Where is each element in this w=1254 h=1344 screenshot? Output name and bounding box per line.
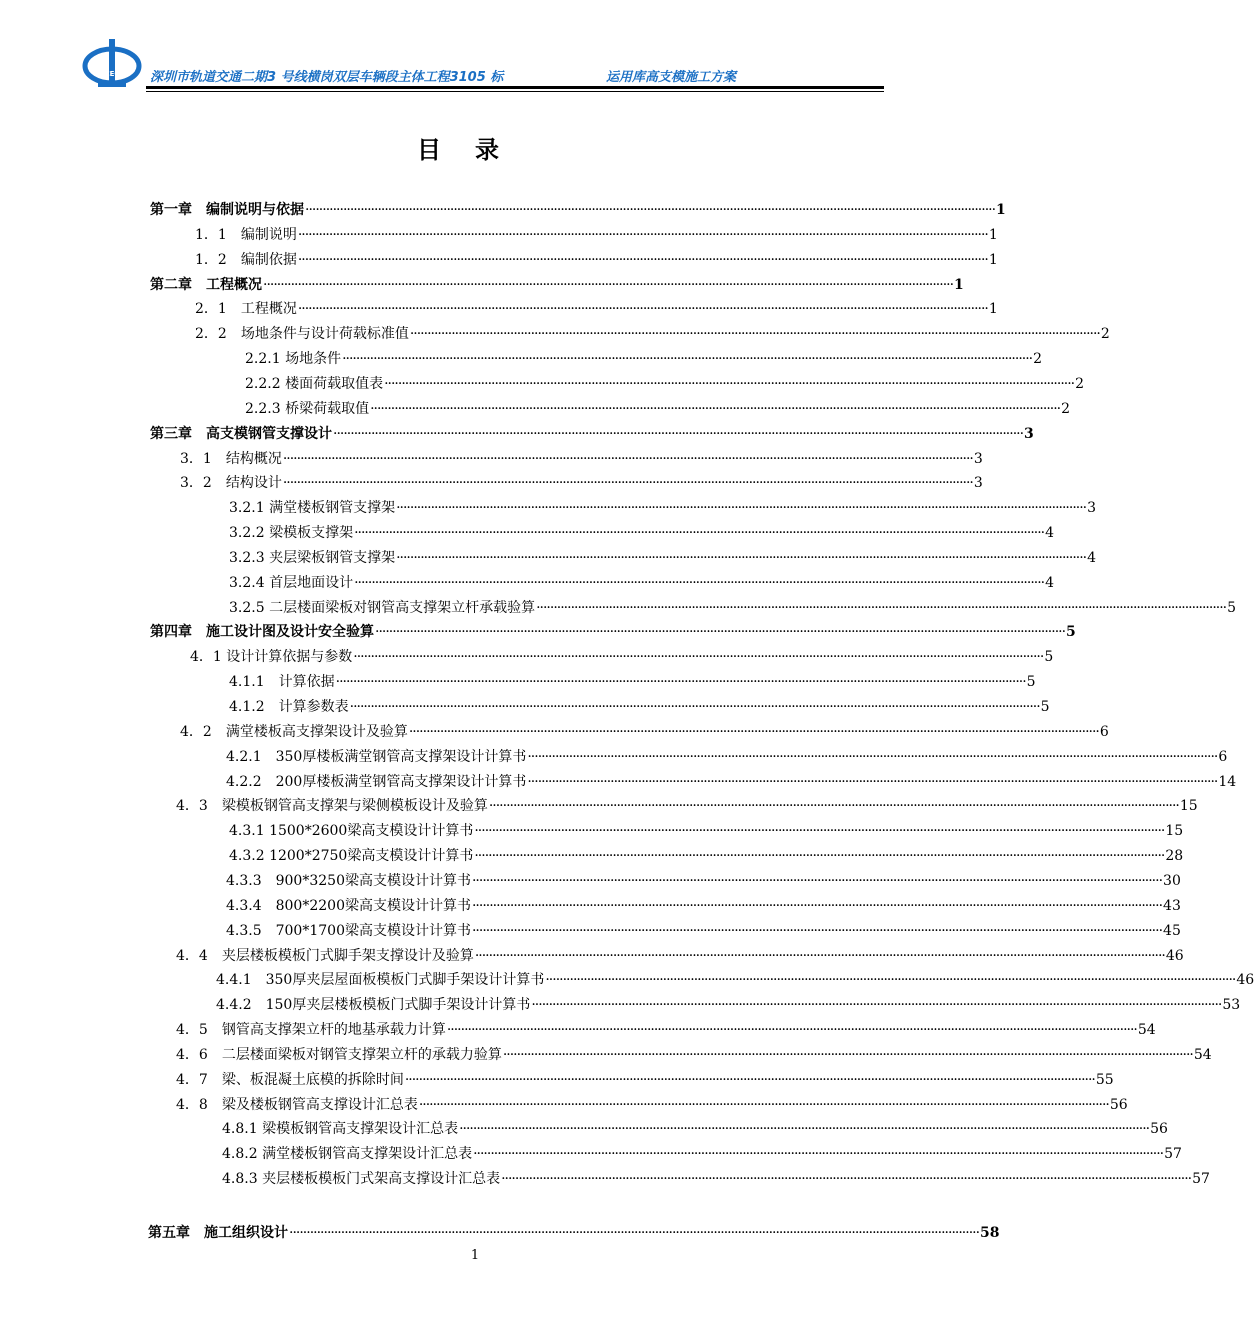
toc-entry-label: 4.1.2 计算参数表: [229, 699, 349, 715]
toc-entry-page: 28: [1165, 848, 1184, 865]
toc-leader-dots: ········································································································································································································: [349, 699, 1040, 715]
toc-leader-dots: ········································································································································································································: [474, 823, 1165, 840]
toc-leader-dots: ········································································································································································································: [297, 226, 988, 243]
toc-leader-dots: ········································································································································································································: [418, 1096, 1109, 1113]
toc-leader-dots: ········································································································································································································: [297, 251, 988, 268]
toc-entry-page: 3: [1087, 500, 1097, 517]
toc-entry[interactable]: [229, 569, 1055, 593]
toc-leader-dots: ········································································································································································································: [282, 475, 973, 492]
toc-leader-dots: ········································································································································································································: [282, 450, 973, 467]
toc-entry[interactable]: [229, 668, 1036, 692]
toc-entry-page: 5: [1227, 599, 1237, 616]
toc-leader-dots: ········································································································································································································: [545, 972, 1236, 989]
toc-entry-page: 56: [1150, 1121, 1168, 1138]
toc-entry-page: 54: [1137, 1022, 1156, 1039]
page-title: 目录: [417, 136, 533, 164]
toc-leader-dots: ········································································································································································································: [297, 301, 988, 318]
toc-entry-page: 2: [1061, 400, 1071, 417]
toc-entry[interactable]: [195, 295, 998, 319]
toc-entry-label: 2.2.1 场地条件: [245, 351, 342, 368]
toc-entry-label: 2．1 工程概况: [195, 301, 297, 318]
toc-entry-page: 14: [1218, 773, 1237, 790]
header-document-title: 运用库高支模施工方案: [606, 70, 737, 85]
toc-entry[interactable]: [226, 768, 1237, 792]
toc-entry[interactable]: [229, 693, 1050, 717]
toc-entry-page: 1: [954, 276, 964, 293]
toc-entry-page: 4: [1045, 525, 1055, 542]
toc-entry[interactable]: [222, 1165, 1210, 1189]
toc-leader-dots: ········································································································································································································: [333, 425, 1024, 442]
toc-entry[interactable]: [229, 594, 1237, 618]
toc-entry-page: 45: [1163, 922, 1181, 939]
toc-leader-dots: ········································································································································································································: [396, 500, 1087, 517]
toc-leader-dots: ········································································································································································································: [404, 1071, 1095, 1088]
toc-entry-label: 3.2.3 夹层梁板钢管支撑架: [229, 549, 396, 566]
toc-leader-dots: ········································································································································································································: [353, 649, 1044, 666]
toc-entry[interactable]: [148, 1219, 1000, 1243]
toc-entry[interactable]: [150, 196, 1006, 220]
toc-entry-label: 4.8.2 满堂楼板钢管高支撑架设计汇总表: [222, 1146, 473, 1163]
toc-entry-page: 1: [988, 226, 998, 243]
toc-entry[interactable]: [176, 1016, 1156, 1040]
toc-entry[interactable]: [180, 469, 983, 493]
toc-leader-dots: ········································································································································································································: [375, 624, 1066, 641]
toc-entry-page: 6: [1218, 748, 1228, 765]
toc-entry[interactable]: [229, 842, 1184, 866]
toc-entry-page: 53: [1222, 997, 1241, 1014]
toc-entry-label: 4．7 梁、板混凝土底模的拆除时间: [176, 1071, 404, 1088]
toc-leader-dots: ········································································································································································································: [370, 400, 1061, 417]
toc-leader-dots: ········································································································································································································: [354, 525, 1045, 542]
toc-entry-label: 4．3 梁模板钢管高支撑架与梁侧模板设计及验算: [176, 798, 488, 815]
toc-entry-label: 4.2.2 200厚楼板满堂钢管高支撑架设计计算书: [226, 773, 527, 790]
toc-leader-dots: ········································································································································································································: [289, 1225, 980, 1241]
toc-leader-dots: ········································································································································································································: [384, 375, 1075, 392]
toc-entry[interactable]: [222, 1115, 1168, 1139]
toc-leader-dots: ········································································································································································································: [527, 773, 1218, 790]
toc-entry[interactable]: [195, 221, 998, 245]
toc-entry-label: 4.3.4 800*2200梁高支模设计计算书: [226, 897, 471, 914]
toc-entry-label: 4．4 夹层楼板模板门式脚手架支撑设计及验算: [176, 947, 474, 964]
toc-entry[interactable]: [229, 544, 1097, 568]
toc-leader-dots: ········································································································································································································: [408, 723, 1099, 740]
toc-entry[interactable]: [150, 618, 1076, 642]
toc-entry-page: 15: [1165, 823, 1184, 840]
toc-entry-label: 4.8.1 梁模板钢管高支撑架设计汇总表: [222, 1121, 459, 1138]
toc-entry-label: 4.4.2 150厚夹层楼板模板门式脚手架设计计算书: [216, 997, 531, 1014]
toc-entry-label: 4．1 设计计算依据与参数: [190, 649, 353, 666]
toc-entry-label: 3.2.4 首层地面设计: [229, 574, 354, 591]
toc-leader-dots: ········································································································································································································: [459, 1121, 1150, 1138]
toc-entry[interactable]: [150, 271, 964, 295]
toc-leader-dots: ········································································································································································································: [488, 798, 1179, 815]
toc-leader-dots: ········································································································································································································: [531, 997, 1222, 1014]
toc-entry-page: 55: [1095, 1071, 1114, 1088]
toc-entry-label: 3.2.5 二层楼面梁板对钢管高支撑架立杆承载验算: [229, 599, 536, 616]
toc-entry-page: 4: [1045, 574, 1055, 591]
toc-entry[interactable]: [245, 395, 1071, 419]
toc-entry[interactable]: [226, 892, 1181, 916]
toc-leader-dots: ········································································································································································································: [471, 872, 1163, 889]
toc-entry[interactable]: [176, 1091, 1128, 1115]
toc-entry-page: 15: [1179, 798, 1198, 815]
toc-entry-page: 1: [996, 202, 1006, 218]
toc-leader-dots: ········································································································································································································: [396, 549, 1087, 566]
toc-entry-page: 2: [1075, 375, 1085, 392]
toc-entry[interactable]: [195, 320, 1110, 344]
toc-entry-page: 30: [1163, 872, 1181, 889]
toc-entry-label: 4．8 梁及楼板钢管高支撑设计汇总表: [176, 1096, 418, 1113]
toc-entry-page: 57: [1164, 1146, 1182, 1163]
toc-entry-label: 2.2.3 桥梁荷载取值: [245, 400, 370, 417]
toc-entry-label: 4.3.1 1500*2600梁高支模设计计算书: [229, 823, 474, 840]
toc-entry-label: 第五章 施工组织设计: [148, 1225, 288, 1241]
toc-entry-label: 第四章 施工设计图及设计安全验算: [150, 624, 374, 641]
toc-entry-page: 3: [1024, 425, 1034, 442]
toc-entry[interactable]: [216, 991, 1241, 1015]
toc-entry[interactable]: [176, 942, 1184, 966]
toc-leader-dots: ········································································································································································································: [502, 1046, 1193, 1063]
toc-entry[interactable]: [229, 817, 1184, 841]
toc-entry-label: 第一章 编制说明与依据: [150, 202, 304, 218]
toc-entry-page: 5: [1026, 674, 1036, 691]
header-project-title: 深圳市轨道交通二期3 号线横岗双层车辆段主体工程3105 标: [150, 70, 504, 85]
toc-entry-page: 46: [1165, 947, 1184, 964]
toc-entry-label: 3．2 结构设计: [180, 475, 282, 492]
toc-entry[interactable]: [176, 1066, 1114, 1090]
toc-entry[interactable]: [222, 1140, 1182, 1164]
toc-entry-label: 3.2.2 梁模板支撑架: [229, 525, 354, 542]
toc-entry[interactable]: [229, 494, 1097, 518]
toc-entry-label: 4．5 钢管高支撑架立杆的地基承载力计算: [176, 1022, 446, 1039]
toc-entry-page: 4: [1087, 549, 1097, 566]
toc-leader-dots: ········································································································································································································: [474, 848, 1165, 865]
footer-page-number: 1: [470, 1248, 480, 1263]
toc-entry-label: 4.4.1 350厚夹层屋面板模板门式脚手架设计计算书: [216, 972, 545, 989]
toc-entry[interactable]: [190, 643, 1054, 667]
toc-entry-label: 4.2.1 350厚楼板满堂钢管高支撑架设计计算书: [226, 748, 527, 765]
toc-entry[interactable]: [176, 1041, 1212, 1065]
toc-leader-dots: ········································································································································································································: [409, 326, 1100, 343]
svg-text:CCECC: CCECC: [99, 70, 125, 78]
toc-entry[interactable]: [180, 445, 983, 469]
toc-entry-page: 43: [1163, 897, 1181, 914]
toc-entry[interactable]: [226, 743, 1228, 767]
toc-entry-label: 1．1 编制说明: [195, 226, 297, 243]
toc-entry-label: 第二章 工程概况: [150, 276, 262, 293]
toc-entry[interactable]: [195, 246, 998, 270]
toc-entry[interactable]: [176, 792, 1198, 816]
toc-leader-dots: ········································································································································································································: [446, 1022, 1137, 1039]
toc-entry[interactable]: [180, 718, 1109, 742]
toc-leader-dots: ········································································································································································································: [471, 897, 1163, 914]
toc-entry-page: 1: [988, 251, 998, 268]
toc-entry[interactable]: [216, 966, 1254, 990]
toc-entry-page: 3: [973, 450, 983, 467]
toc-leader-dots: ········································································································································································································: [263, 276, 954, 293]
toc-entry-page: 5: [1040, 699, 1050, 715]
toc-leader-dots: ········································································································································································································: [354, 574, 1045, 591]
toc-entry-page: 58: [980, 1225, 1000, 1241]
toc-entry-label: 1．2 编制依据: [195, 251, 297, 268]
toc-entry-label: 4.3.5 700*1700梁高支模设计计算书: [226, 922, 471, 939]
toc-entry-label: 4.3.3 900*3250梁高支模设计计算书: [226, 872, 471, 889]
toc-entry-page: 3: [973, 475, 983, 492]
toc-entry-page: 5: [1044, 649, 1054, 666]
toc-entry-page: 2: [1100, 326, 1110, 343]
toc-entry-page: 2: [1033, 351, 1043, 368]
header-rule-thin: [146, 91, 884, 92]
toc-entry[interactable]: [150, 420, 1034, 444]
toc-entry[interactable]: [229, 519, 1055, 543]
toc-entry-label: 4．2 满堂楼板高支撑架设计及验算: [180, 723, 408, 740]
toc-entry[interactable]: [226, 917, 1181, 941]
toc-entry-label: 3.2.1 满堂楼板钢管支撑架: [229, 500, 396, 517]
toc-entry-label: 2．2 场地条件与设计荷载标准值: [195, 326, 409, 343]
header-rule-thick: [146, 86, 884, 89]
toc-entry[interactable]: [245, 345, 1043, 369]
toc-leader-dots: ········································································································································································································: [501, 1171, 1192, 1188]
toc-entry-label: 2.2.2 楼面荷载取值表: [245, 375, 384, 392]
toc-entry-page: 6: [1099, 723, 1109, 740]
toc-leader-dots: ········································································································································································································: [536, 599, 1227, 616]
toc-entry[interactable]: [245, 370, 1085, 394]
toc-entry-label: 第三章 高支模钢管支撑设计: [150, 425, 332, 442]
toc-entry-page: 5: [1066, 624, 1076, 641]
toc-leader-dots: ········································································································································································································: [474, 947, 1165, 964]
toc-entry[interactable]: [226, 867, 1181, 891]
toc-entry-page: 1: [988, 301, 998, 318]
toc-leader-dots: ········································································································································································································: [305, 202, 996, 218]
toc-entry-page: 57: [1192, 1171, 1210, 1188]
company-logo-icon: [78, 36, 146, 94]
toc-leader-dots: ········································································································································································································: [342, 351, 1033, 368]
toc-entry-label: 4.1.1 计算依据: [229, 674, 335, 691]
toc-leader-dots: ········································································································································································································: [473, 1146, 1164, 1163]
toc-entry-label: 4.3.2 1200*2750梁高支模设计计算书: [229, 848, 474, 865]
toc-leader-dots: ········································································································································································································: [471, 922, 1163, 939]
toc-entry-label: 4.8.3 夹层楼板模板门式架高支撑设计汇总表: [222, 1171, 501, 1188]
toc-entry-page: 56: [1109, 1096, 1128, 1113]
toc-leader-dots: ········································································································································································································: [527, 748, 1218, 765]
toc-entry-page: 46: [1236, 972, 1254, 989]
toc-entry-label: 4．6 二层楼面梁板对钢管支撑架立杆的承载力验算: [176, 1046, 502, 1063]
toc-entry-page: 54: [1193, 1046, 1212, 1063]
toc-leader-dots: ········································································································································································································: [335, 674, 1026, 691]
toc-entry-label: 3．1 结构概况: [180, 450, 282, 467]
